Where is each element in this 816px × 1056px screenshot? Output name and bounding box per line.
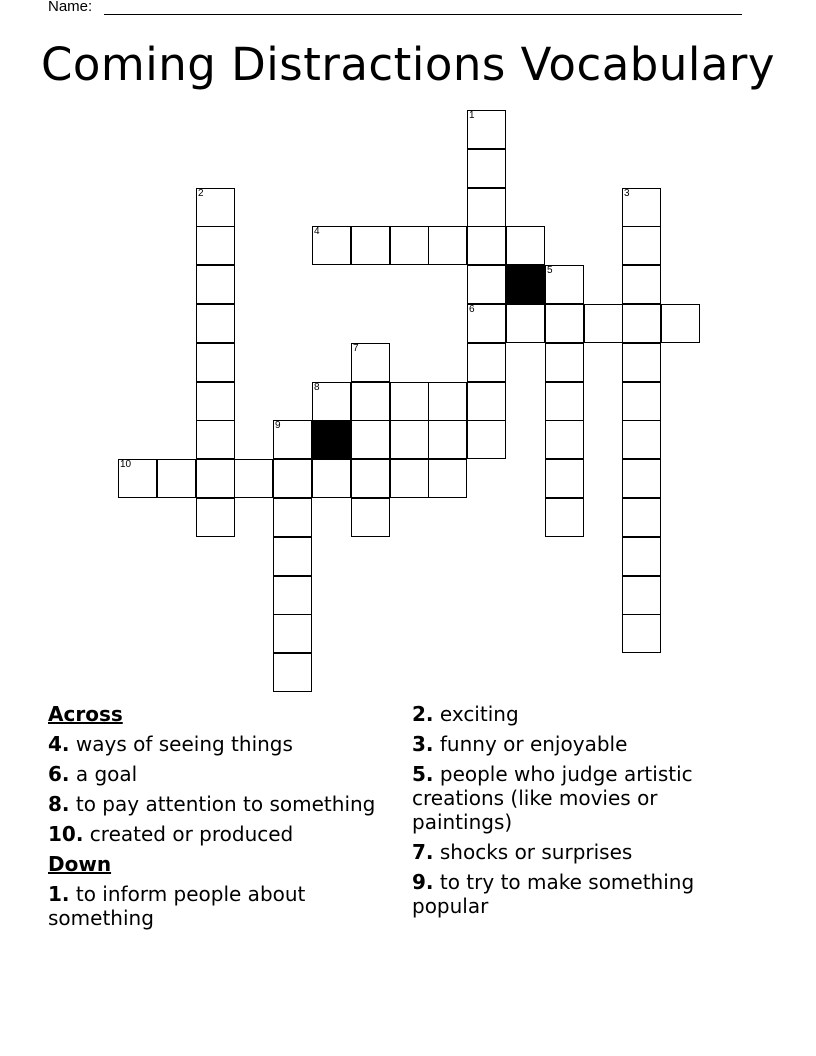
grid-cell[interactable] bbox=[467, 382, 506, 421]
grid-cell[interactable] bbox=[273, 498, 312, 537]
clue-text: people who judge artistic creations (like movies or paintings) bbox=[412, 762, 693, 834]
cell-number: 6 bbox=[469, 304, 475, 315]
grid-cell[interactable] bbox=[467, 265, 506, 304]
cell-number: 4 bbox=[314, 226, 320, 237]
grid-cell[interactable] bbox=[622, 498, 661, 537]
clue-column-left bbox=[48, 702, 388, 936]
grid-cell[interactable] bbox=[622, 226, 661, 265]
cell-number: 10 bbox=[120, 459, 132, 470]
cell-number: 7 bbox=[353, 343, 359, 354]
clue-column-right bbox=[412, 702, 742, 924]
cell-number: 1 bbox=[469, 110, 475, 121]
clue-text: to try to make something popular bbox=[412, 870, 695, 918]
clue-across-10 bbox=[48, 822, 388, 846]
clue-across-8 bbox=[48, 792, 388, 816]
clue-down-3 bbox=[412, 732, 742, 756]
clue-text: ways of seeing things bbox=[75, 732, 293, 756]
grid-cell[interactable] bbox=[545, 382, 584, 421]
across-heading: Across bbox=[48, 702, 123, 726]
grid-cell[interactable] bbox=[273, 576, 312, 615]
grid-cell[interactable] bbox=[390, 382, 429, 421]
cell-number: 2 bbox=[198, 188, 204, 199]
name-underline[interactable] bbox=[104, 14, 742, 15]
grid-cell[interactable] bbox=[118, 459, 157, 498]
grid-cell[interactable] bbox=[196, 343, 235, 382]
grid-cell[interactable] bbox=[467, 304, 506, 343]
grid-cell[interactable] bbox=[351, 420, 390, 459]
name-label: Name: bbox=[48, 0, 93, 15]
grid-cell[interactable] bbox=[273, 614, 312, 653]
grid-cell[interactable] bbox=[428, 226, 467, 265]
clue-number: 3. bbox=[412, 732, 434, 756]
grid-cell[interactable] bbox=[351, 382, 390, 421]
grid-cell[interactable] bbox=[196, 420, 235, 459]
grid-cell[interactable] bbox=[545, 420, 584, 459]
clue-number: 4. bbox=[48, 732, 70, 756]
clue-number: 9. bbox=[412, 870, 434, 894]
grid-cell[interactable] bbox=[196, 382, 235, 421]
page-title: Coming Distractions Vocabulary bbox=[40, 38, 776, 91]
grid-cell[interactable] bbox=[234, 459, 273, 498]
black-cell bbox=[506, 265, 545, 304]
grid-cell[interactable] bbox=[622, 265, 661, 304]
grid-cell[interactable] bbox=[390, 420, 429, 459]
grid-cell[interactable] bbox=[506, 226, 545, 265]
grid-cell[interactable] bbox=[196, 188, 235, 227]
cell-number: 8 bbox=[314, 382, 320, 393]
grid-cell[interactable] bbox=[545, 343, 584, 382]
grid-cell[interactable] bbox=[390, 226, 429, 265]
clue-across-4 bbox=[48, 732, 388, 756]
grid-cell[interactable] bbox=[661, 304, 700, 343]
grid-cell[interactable] bbox=[312, 226, 351, 265]
grid-cell[interactable] bbox=[545, 498, 584, 537]
grid-cell[interactable] bbox=[196, 498, 235, 537]
grid-cell[interactable] bbox=[351, 343, 390, 382]
black-cell bbox=[312, 420, 351, 459]
clue-down-9 bbox=[412, 870, 742, 918]
grid-cell[interactable] bbox=[467, 226, 506, 265]
grid-cell[interactable] bbox=[157, 459, 196, 498]
grid-cell[interactable] bbox=[584, 304, 623, 343]
clue-across-6 bbox=[48, 762, 388, 786]
grid-cell[interactable] bbox=[467, 188, 506, 227]
grid-cell[interactable] bbox=[545, 265, 584, 304]
clue-down-7 bbox=[412, 840, 742, 864]
grid-cell[interactable] bbox=[351, 498, 390, 537]
grid-cell[interactable] bbox=[351, 459, 390, 498]
clue-number: 7. bbox=[412, 840, 434, 864]
grid-cell[interactable] bbox=[622, 188, 661, 227]
grid-cell[interactable] bbox=[196, 265, 235, 304]
clue-number: 10. bbox=[48, 822, 84, 846]
grid-cell[interactable] bbox=[390, 459, 429, 498]
grid-cell[interactable] bbox=[273, 653, 312, 692]
clue-number: 8. bbox=[48, 792, 70, 816]
grid-cell[interactable] bbox=[196, 459, 235, 498]
clue-text: to pay attention to something bbox=[75, 792, 376, 816]
grid-cell[interactable] bbox=[428, 459, 467, 498]
grid-cell[interactable] bbox=[622, 459, 661, 498]
grid-cell[interactable] bbox=[467, 420, 506, 459]
grid-cell[interactable] bbox=[273, 420, 312, 459]
down-heading: Down bbox=[48, 852, 112, 876]
cell-number: 9 bbox=[275, 420, 281, 431]
grid-cell[interactable] bbox=[196, 226, 235, 265]
clue-text: shocks or surprises bbox=[439, 840, 633, 864]
grid-cell[interactable] bbox=[273, 537, 312, 576]
grid-cell[interactable] bbox=[428, 420, 467, 459]
grid-cell[interactable] bbox=[545, 304, 584, 343]
grid-cell[interactable] bbox=[622, 537, 661, 576]
grid-cell[interactable] bbox=[273, 459, 312, 498]
cell-number: 3 bbox=[624, 188, 630, 199]
clue-number: 2. bbox=[412, 702, 434, 726]
clue-text: funny or enjoyable bbox=[439, 732, 628, 756]
clue-down-2 bbox=[412, 702, 742, 726]
grid-cell[interactable] bbox=[622, 420, 661, 459]
grid-cell[interactable] bbox=[196, 304, 235, 343]
clue-text: exciting bbox=[439, 702, 519, 726]
grid-cell[interactable] bbox=[312, 459, 351, 498]
clue-number: 6. bbox=[48, 762, 70, 786]
clue-down-5 bbox=[412, 762, 742, 834]
grid-cell[interactable] bbox=[622, 614, 661, 653]
name-field[interactable] bbox=[48, 0, 92, 15]
clue-down-1 bbox=[48, 882, 388, 930]
clue-number: 5. bbox=[412, 762, 434, 786]
grid-cell[interactable] bbox=[622, 304, 661, 343]
grid-cell[interactable] bbox=[622, 343, 661, 382]
grid-cell[interactable] bbox=[506, 304, 545, 343]
grid-cell[interactable] bbox=[428, 382, 467, 421]
cell-number: 5 bbox=[547, 265, 553, 276]
clue-text: a goal bbox=[75, 762, 138, 786]
grid-cell[interactable] bbox=[351, 226, 390, 265]
grid-cell[interactable] bbox=[622, 382, 661, 421]
grid-cell[interactable] bbox=[312, 382, 351, 421]
clue-text: to inform people about something bbox=[48, 882, 306, 930]
clue-number: 1. bbox=[48, 882, 70, 906]
grid-cell[interactable] bbox=[545, 459, 584, 498]
grid-cell[interactable] bbox=[467, 110, 506, 149]
grid-cell[interactable] bbox=[467, 343, 506, 382]
clue-text: created or produced bbox=[89, 822, 294, 846]
grid-cell[interactable] bbox=[467, 149, 506, 188]
grid-cell[interactable] bbox=[622, 576, 661, 615]
